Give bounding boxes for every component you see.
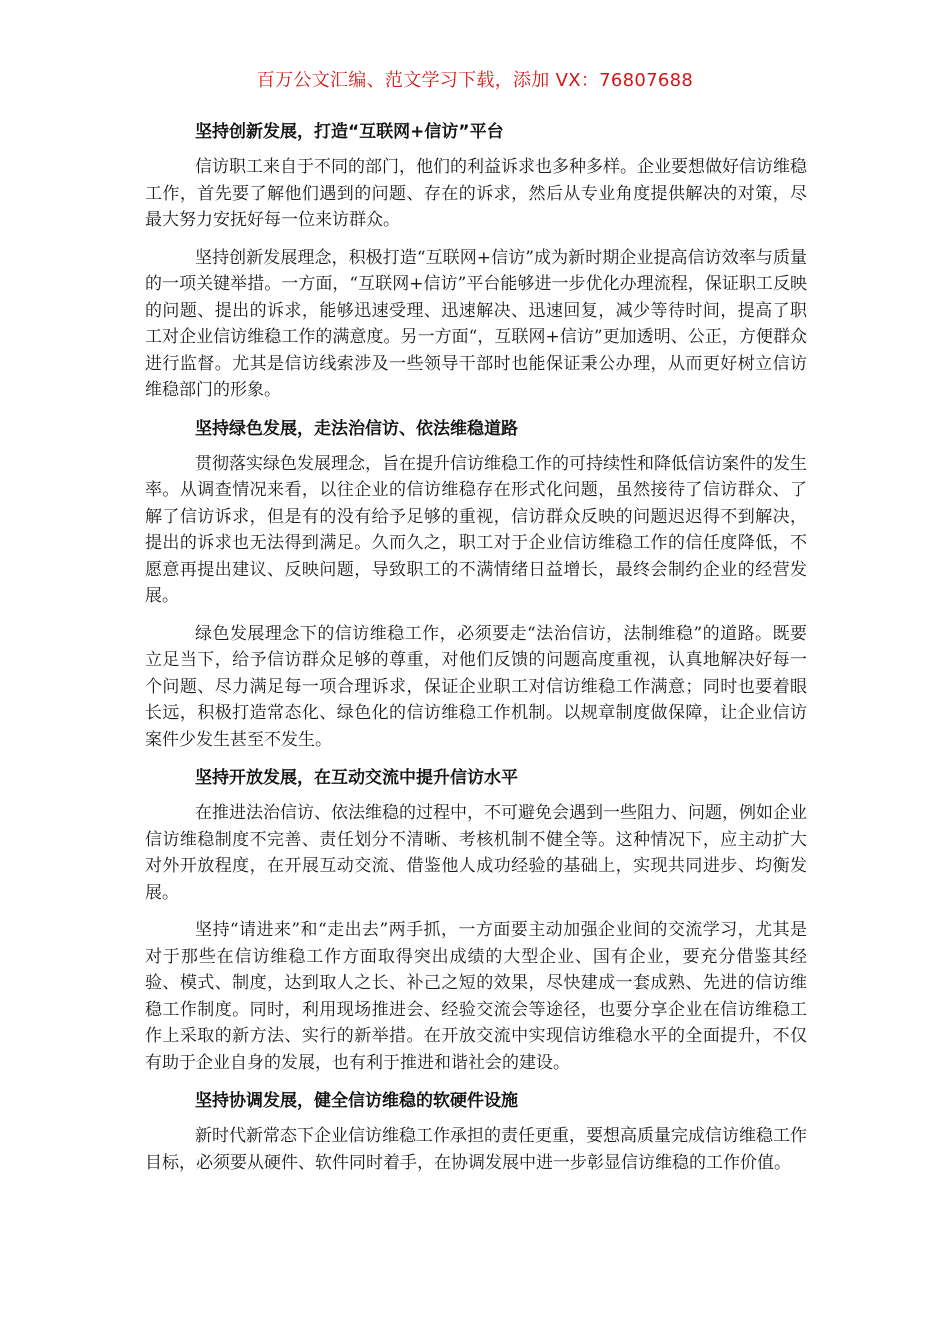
paragraph: 坚持“请进来”和“走出去”两手抓，一方面要主动加强企业间的交流学习，尤其是对于那些在信访维稳工作方面取得突出成绩的大型企业、国有企业，要充分借鉴其经验、模式、制度，达到取人之长、补己之短的效果，尽快建成一套成熟、先进的信访维稳工作制度。同时，利用现场推进会、经验交流会等途径，也要分享企业在信访维稳工作上采取的新方法、实行的新举措。在开放交流中实现信访维稳水平的全面提升，不仅有助于企业自身的发展，也有利于推进和谐社会的建设。	[145, 920, 807, 1073]
paragraph: 新时代新常态下企业信访维稳工作承担的责任更重，要想高质量完成信访维稳工作目标，必须要从硬件、软件同时着手，在协调发展中进一步彰显信访维稳的工作价值。	[145, 1126, 807, 1173]
section-green	[145, 415, 807, 754]
paragraph: 信访职工来自于不同的部门，他们的利益诉求也多种多样。企业要想做好信访维稳工作，首先要了解他们遇到的问题、存在的诉求，然后从专业角度提供解决的对策，尽最大努力安抚好每一位来访群众。	[145, 157, 807, 230]
paragraph: 贯彻落实绿色发展理念，旨在提升信访维稳工作的可持续性和降低信访案件的发生率。从调查情况来看，以往企业的信访维稳存在形式化问题，虽然接待了信访群众、了解了信访诉求，但是有的没有给予足够的重视，信访群众反映的问题迟迟得不到解决，提出的诉求也无法得到满足。久而久之，职工对于企业信访维稳工作的信任度降低，不愿意再提出建议、反映问题，导致职工的不满情绪日益增长，最终会制约企业的经营发展。	[145, 453, 807, 606]
document-body	[145, 118, 807, 1187]
section-coordination	[145, 1087, 807, 1176]
section-heading: 坚持开放发展，在互动交流中提升信访水平	[195, 768, 518, 788]
section-innovation	[145, 118, 807, 404]
section-heading: 坚持绿色发展，走法治信访、依法维稳道路	[195, 418, 518, 439]
paragraph: 绿色发展理念下的信访维稳工作，必须要走“法治信访，法制维稳”的道路。既要立足当下，给予信访群众足够的尊重，对他们反馈的问题高度重视，认真地解决好每一个问题、尽力满足每一项合理诉求，保证企业职工对信访维稳工作满意；同时也要着眼长远，积极打造常态化、绿色化的信访维稳工作机制。以规章制度做保障，让企业信访案件少发生甚至不发生。	[145, 623, 807, 750]
section-heading: 坚持协调发展，健全信访维稳的软硬件设施	[195, 1091, 518, 1111]
section-heading: 坚持创新发展，打造“互联网+信访”平台	[195, 122, 504, 142]
page-header-banner: 百万公文汇编、范文学习下载，添加 VX：76807688	[256, 70, 694, 91]
section-openness	[145, 764, 807, 1076]
paragraph: 坚持创新发展理念，积极打造“互联网+信访”成为新时期企业提高信访效率与质量的一项关键举措。一方面，“互联网+信访”平台能够进一步优化办理流程，保证职工反映的问题、提出的诉求，能够迅速受理、迅速解决、迅速回复，减少等待时间，提高了职工对企业信访维稳工作的满意度。另一方面“，互联网+信访”更加透明、公正，方便群众进行监督。尤其是信访线索涉及一些领导干部时也能保证秉公办理，从而更好树立信访维稳部门的形象。	[145, 247, 807, 400]
paragraph: 在推进法治信访、依法维稳的过程中，不可避免会遇到一些阻力、问题，例如企业信访维稳制度不完善、责任划分不清晰、考核机制不健全等。这种情况下，应主动扩大对外开放程度，在开展互动交流、借鉴他人成功经验的基础上，实现共同进步、均衡发展。	[145, 803, 807, 903]
